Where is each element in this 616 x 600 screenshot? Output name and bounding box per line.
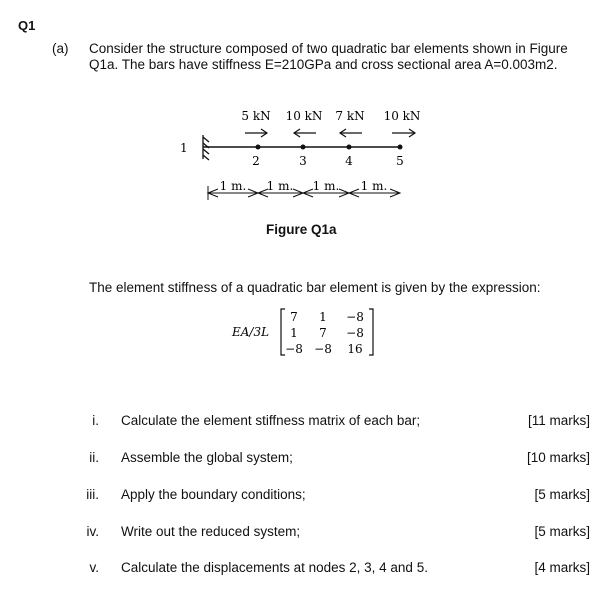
task-text: Write out the reduced system; <box>121 524 301 539</box>
node-dot-5 <box>398 145 403 150</box>
force-label-1: 5 kN <box>241 109 271 123</box>
node-dot-2 <box>256 145 261 150</box>
force-label-3: 7 kN <box>335 109 365 123</box>
matrix-cell: 7 <box>319 326 327 340</box>
length-label-1: 1 m. <box>219 179 247 193</box>
matrix-cell: 7 <box>290 310 298 324</box>
task-text: Assemble the global system; <box>121 450 293 465</box>
question-number: Q1 <box>18 18 36 33</box>
task-numeral: iv. <box>86 524 99 539</box>
node-label-4: 4 <box>345 154 353 168</box>
matrix-cell: 1 <box>319 310 327 324</box>
node-label-2: 2 <box>252 154 260 168</box>
length-label-4: 1 m. <box>360 179 388 193</box>
length-label-3: 1 m. <box>312 179 340 193</box>
arrow-left-icon <box>340 129 362 137</box>
force-label-2: 10 kN <box>285 109 323 123</box>
stiffness-expression-text: The element stiffness of a quadratic bar element is given by the expression: <box>89 280 541 295</box>
force-label-4: 10 kN <box>383 109 421 123</box>
task-text: Apply the boundary conditions; <box>121 487 306 502</box>
part-label: (a) <box>52 41 69 56</box>
node-dot-3 <box>301 145 306 150</box>
intro-line-2: Q1a. The bars have stiffness E=210GPa and cross sectional area A=0.003m2. <box>89 57 558 72</box>
task-marks: [4 marks] <box>534 560 590 575</box>
arrow-right-icon <box>245 129 267 137</box>
task-numeral: i. <box>92 413 99 428</box>
matrix-cell: 16 <box>347 342 363 356</box>
arrow-left-icon <box>294 129 316 137</box>
node-dot-4 <box>347 145 352 150</box>
matrix-cell: 1 <box>290 326 298 340</box>
right-bracket <box>369 309 373 355</box>
question-intro <box>89 41 594 73</box>
task-text: Calculate the displacements at nodes 2, 3, 4 and 5. <box>121 560 428 575</box>
task-marks: [5 marks] <box>534 487 590 502</box>
stiffness-matrix <box>230 306 390 358</box>
task-numeral: v. <box>89 560 99 575</box>
length-label-2: 1 m. <box>266 179 294 193</box>
arrow-right-icon <box>392 129 415 137</box>
matrix-cell: −8 <box>346 326 364 340</box>
figure-q1a <box>170 108 440 208</box>
support-node-label: 1 <box>180 141 188 155</box>
task-marks: [11 marks] <box>527 413 590 428</box>
figure-caption: Figure Q1a <box>266 222 337 237</box>
matrix-cell: −8 <box>314 342 332 356</box>
task-numeral: iii. <box>86 487 99 502</box>
task-numeral: ii. <box>89 450 99 465</box>
matrix-cell: −8 <box>285 342 303 356</box>
node-label-5: 5 <box>396 154 404 168</box>
task-marks: [10 marks] <box>526 450 590 465</box>
matrix-cell: −8 <box>346 310 364 324</box>
node-label-3: 3 <box>299 154 307 168</box>
task-marks: [5 marks] <box>534 524 590 539</box>
matrix-prefix: EA/3L <box>232 325 270 339</box>
intro-line-1: Consider the structure composed of two quadratic bar elements shown in Figure <box>89 41 568 56</box>
task-text: Calculate the element stiffness matrix of each bar; <box>121 413 421 428</box>
